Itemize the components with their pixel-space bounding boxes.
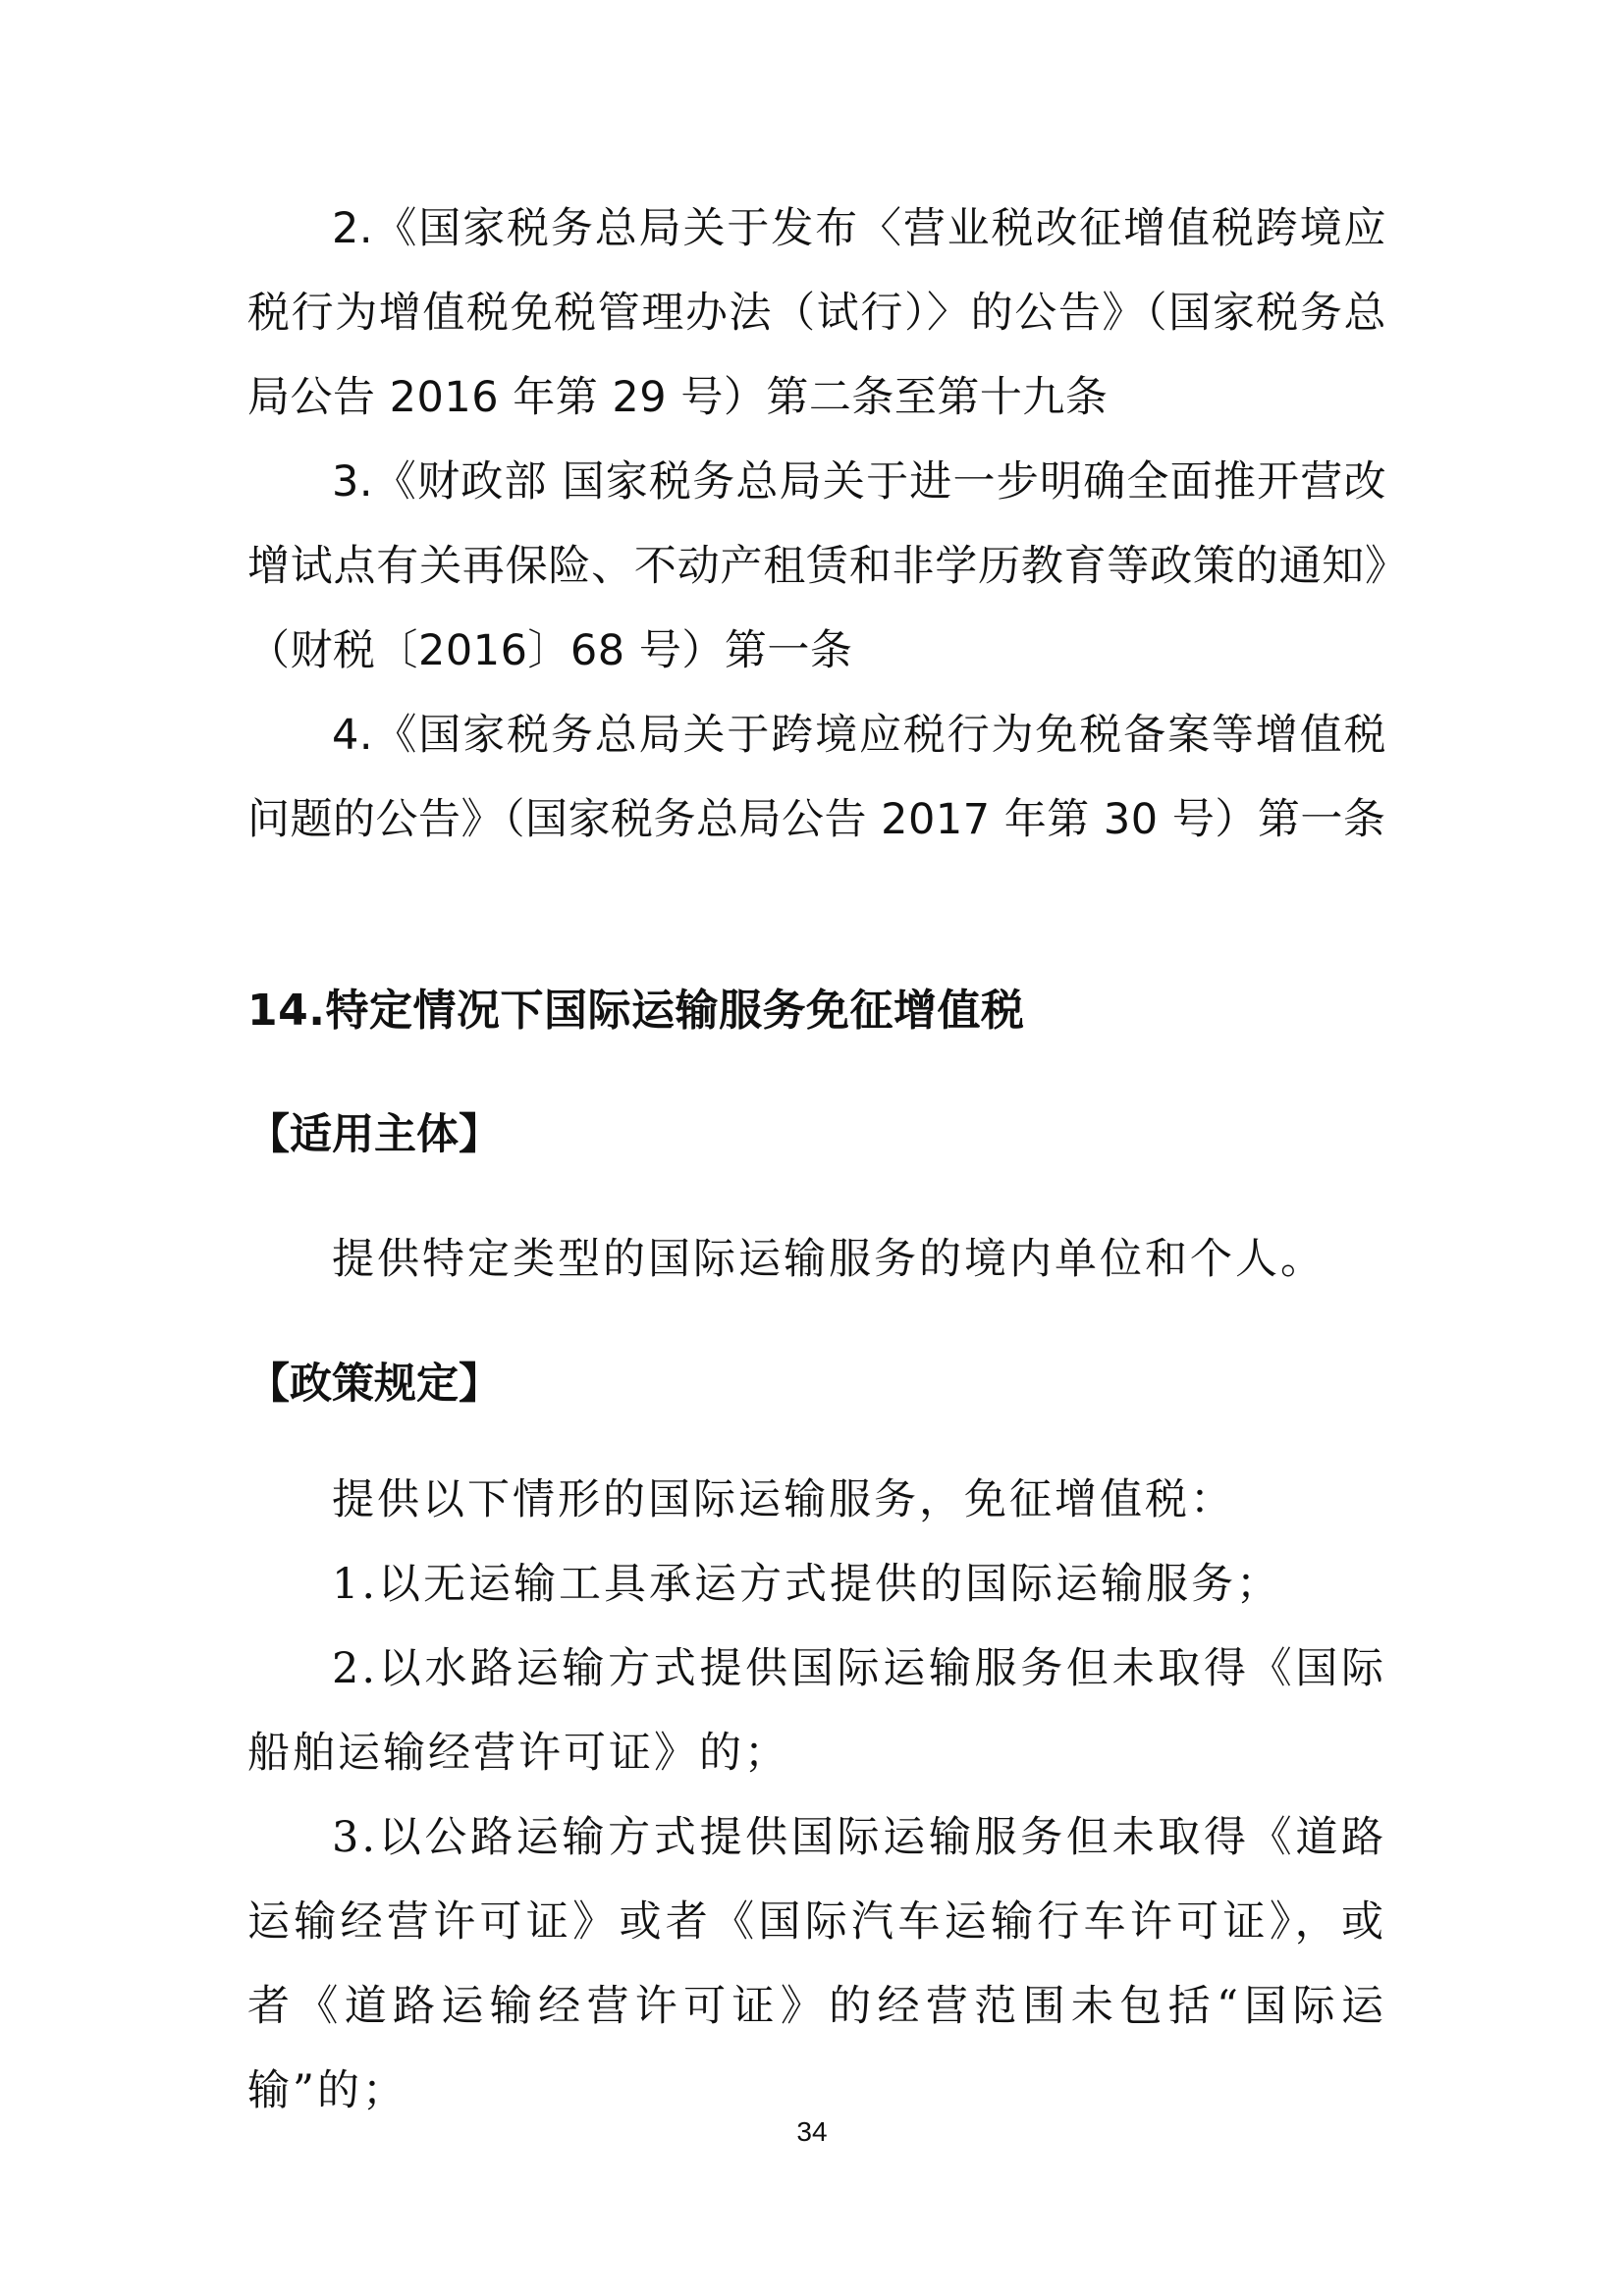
policy-body (247, 1458, 1386, 2133)
policy-item-1: 1.以无运输工具承运方式提供的国际运输服务； (332, 1560, 1282, 1609)
subject-label: 【适用主体】 (247, 1110, 501, 1159)
policy-label: 【政策规定】 (247, 1360, 501, 1409)
policy-item-3: 3.以公路运输方式提供国际运输服务但未取得《道路运输经营许可证》或者《国际汽车运输行车许可证》，或者《道路运输经营许可证》的经营范围未包括“国际运输”的； (247, 1813, 1386, 2115)
policy-item-2: 2.以水路运输方式提供国际运输服务但未取得《国际船舶运输经营许可证》的； (247, 1644, 1386, 1778)
page-number: 34 (796, 2116, 828, 2147)
reference-item-3: 3.《财政部 国家税务总局关于进一步明确全面推开营改增试点有关再保险、不动产租赁和非学历教育等政策的通知》（财税〔2016〕68 号）第一条 (247, 457, 1386, 675)
reference-list (247, 187, 1386, 862)
subject-text: 提供特定类型的国际运输服务的境内单位和个人。 (332, 1235, 1326, 1284)
reference-item-2: 2.《国家税务总局关于发布〈营业税改征增值税跨境应税行为增值税免税管理办法（试行）〉的公告》（国家税务总局公告 2016 年第 29 号）第二条至第十九条 (247, 204, 1386, 422)
reference-item-4: 4.《国家税务总局关于跨境应税行为免税备案等增值税问题的公告》（国家税务总局公告 2017 年第 30 号）第一条 (247, 711, 1386, 844)
section-title: 14.特定情况下国际运输服务免征增值税 (247, 986, 1025, 1036)
subject-body (247, 1217, 1386, 1302)
policy-intro: 提供以下情形的国际运输服务，免征增值税： (332, 1475, 1235, 1524)
